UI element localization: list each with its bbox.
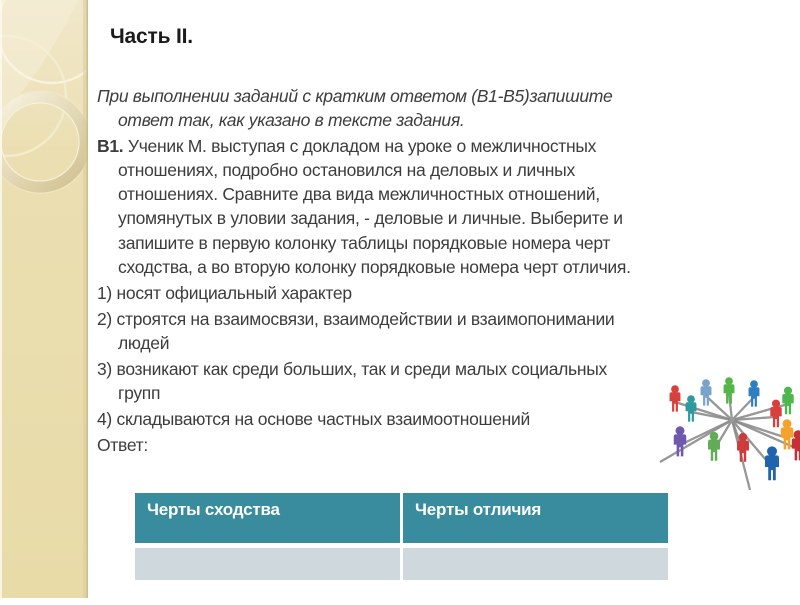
question-number-label: В1. xyxy=(97,136,128,157)
person-green-right-icon xyxy=(782,387,793,415)
table-header-difference: Черты отличия xyxy=(403,493,668,543)
sidebar-rings-art xyxy=(0,0,88,600)
person-steelblue-icon xyxy=(701,379,712,405)
text-line: сходства, а во вторую колонку порядковые номера черт отличия. xyxy=(118,256,631,277)
table-header-row xyxy=(135,493,668,543)
person-red-backrow-icon xyxy=(670,385,681,411)
text-line: 4) складываются на основе частных взаимоотношений xyxy=(97,409,530,430)
person-red-right-icon xyxy=(770,400,781,428)
text-line: отношениях, подробно остановился на деловых и личных xyxy=(118,160,575,181)
answer-option-3 xyxy=(97,357,682,405)
text-line: запишите в первую колонку таблицы порядковые номера черт xyxy=(118,232,611,253)
question-paragraph xyxy=(97,134,682,279)
people-network-illustration xyxy=(650,362,800,494)
person-teal-icon xyxy=(686,395,697,421)
answer-table xyxy=(135,493,668,580)
text-line: 2) строятся на взаимосвязи, взаимодействии и взаимопонимании xyxy=(97,308,615,329)
page-title: Часть II. xyxy=(110,25,193,48)
intro-paragraph xyxy=(97,84,682,132)
text-line: В1. Ученик М. выступая с докладом на уроке о межличностных xyxy=(97,136,597,157)
answer-option-2 xyxy=(97,307,682,355)
answer-label-block xyxy=(97,433,682,457)
text-line: людей xyxy=(118,332,170,353)
text-line: упомянутых в уловии задания, - деловые и личные. Выберите и xyxy=(118,208,623,229)
person-red-front-icon xyxy=(737,433,749,462)
table-header-similarity: Черты сходства xyxy=(135,493,400,543)
text-line: групп xyxy=(118,383,161,404)
slide-content xyxy=(97,0,682,457)
table-empty-cell-similarity xyxy=(135,548,400,580)
network-hub xyxy=(729,417,734,422)
table-empty-cell-difference xyxy=(403,548,668,580)
text-line: При выполнении заданий с кратким ответом (В1-В5)запишите xyxy=(97,86,613,106)
text-line: 1) носят официальный характер xyxy=(97,282,352,303)
answer-label: Ответ: xyxy=(97,435,148,456)
sidebar-decoration xyxy=(0,0,88,600)
person-green-front-icon xyxy=(708,432,720,461)
table-empty-row xyxy=(135,548,668,580)
text-line: 3) возникают как среди больших, так и среди малых социальных xyxy=(97,359,607,380)
answer-option-4 xyxy=(97,407,682,431)
network-ray xyxy=(660,420,732,462)
text-line: ответ так, как указано в тексте задания. xyxy=(118,110,465,131)
text-line: отношениях. Сравните два вида межличностных отношений, xyxy=(118,184,600,205)
answer-option-1 xyxy=(97,281,682,305)
person-darkblue-front-icon xyxy=(765,446,779,480)
